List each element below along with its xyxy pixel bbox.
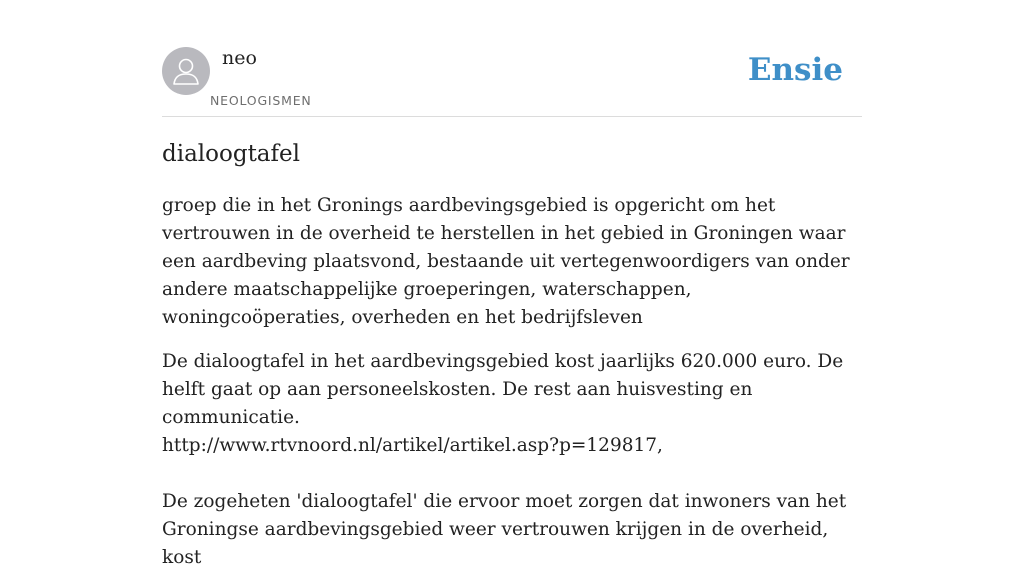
brand-logo[interactable]: Ensie <box>747 52 843 88</box>
entry-definition: groep die in het Gronings aardbevingsgebied is opgericht om het vertrouwen in de overheid te herstellen in het gebied in Groningen waar een aardbeving plaatsvond, bestaande uit vertegenwoordigers van onder andere maatschappelijke groeperingen, waterschappen, woningcoöperaties, overheden en het bedrijfsleven <box>162 195 850 328</box>
category-label[interactable]: NEOLOGISMEN <box>210 93 312 108</box>
header <box>162 46 862 117</box>
entry-example: De dialoogtafel in het aardbevingsgebied kost jaarlijks 620.000 euro. De helft gaat op aan personeelskosten. De rest aan huisvesting en communicatie. http://www.rtvnoord.nl/artikel/artikel.asp?p=129817, De zogeheten 'dialoogtafel' die ervoor moet zorgen dat inwoners van het Groningse aardbevingsgebied weer vertrouwen krijgen in de overheid, kost <box>162 351 847 568</box>
entry-term: dialoogtafel <box>162 141 300 167</box>
entry-content <box>162 136 862 572</box>
username-link[interactable]: neo <box>222 47 257 69</box>
user-avatar-icon[interactable] <box>162 47 210 95</box>
